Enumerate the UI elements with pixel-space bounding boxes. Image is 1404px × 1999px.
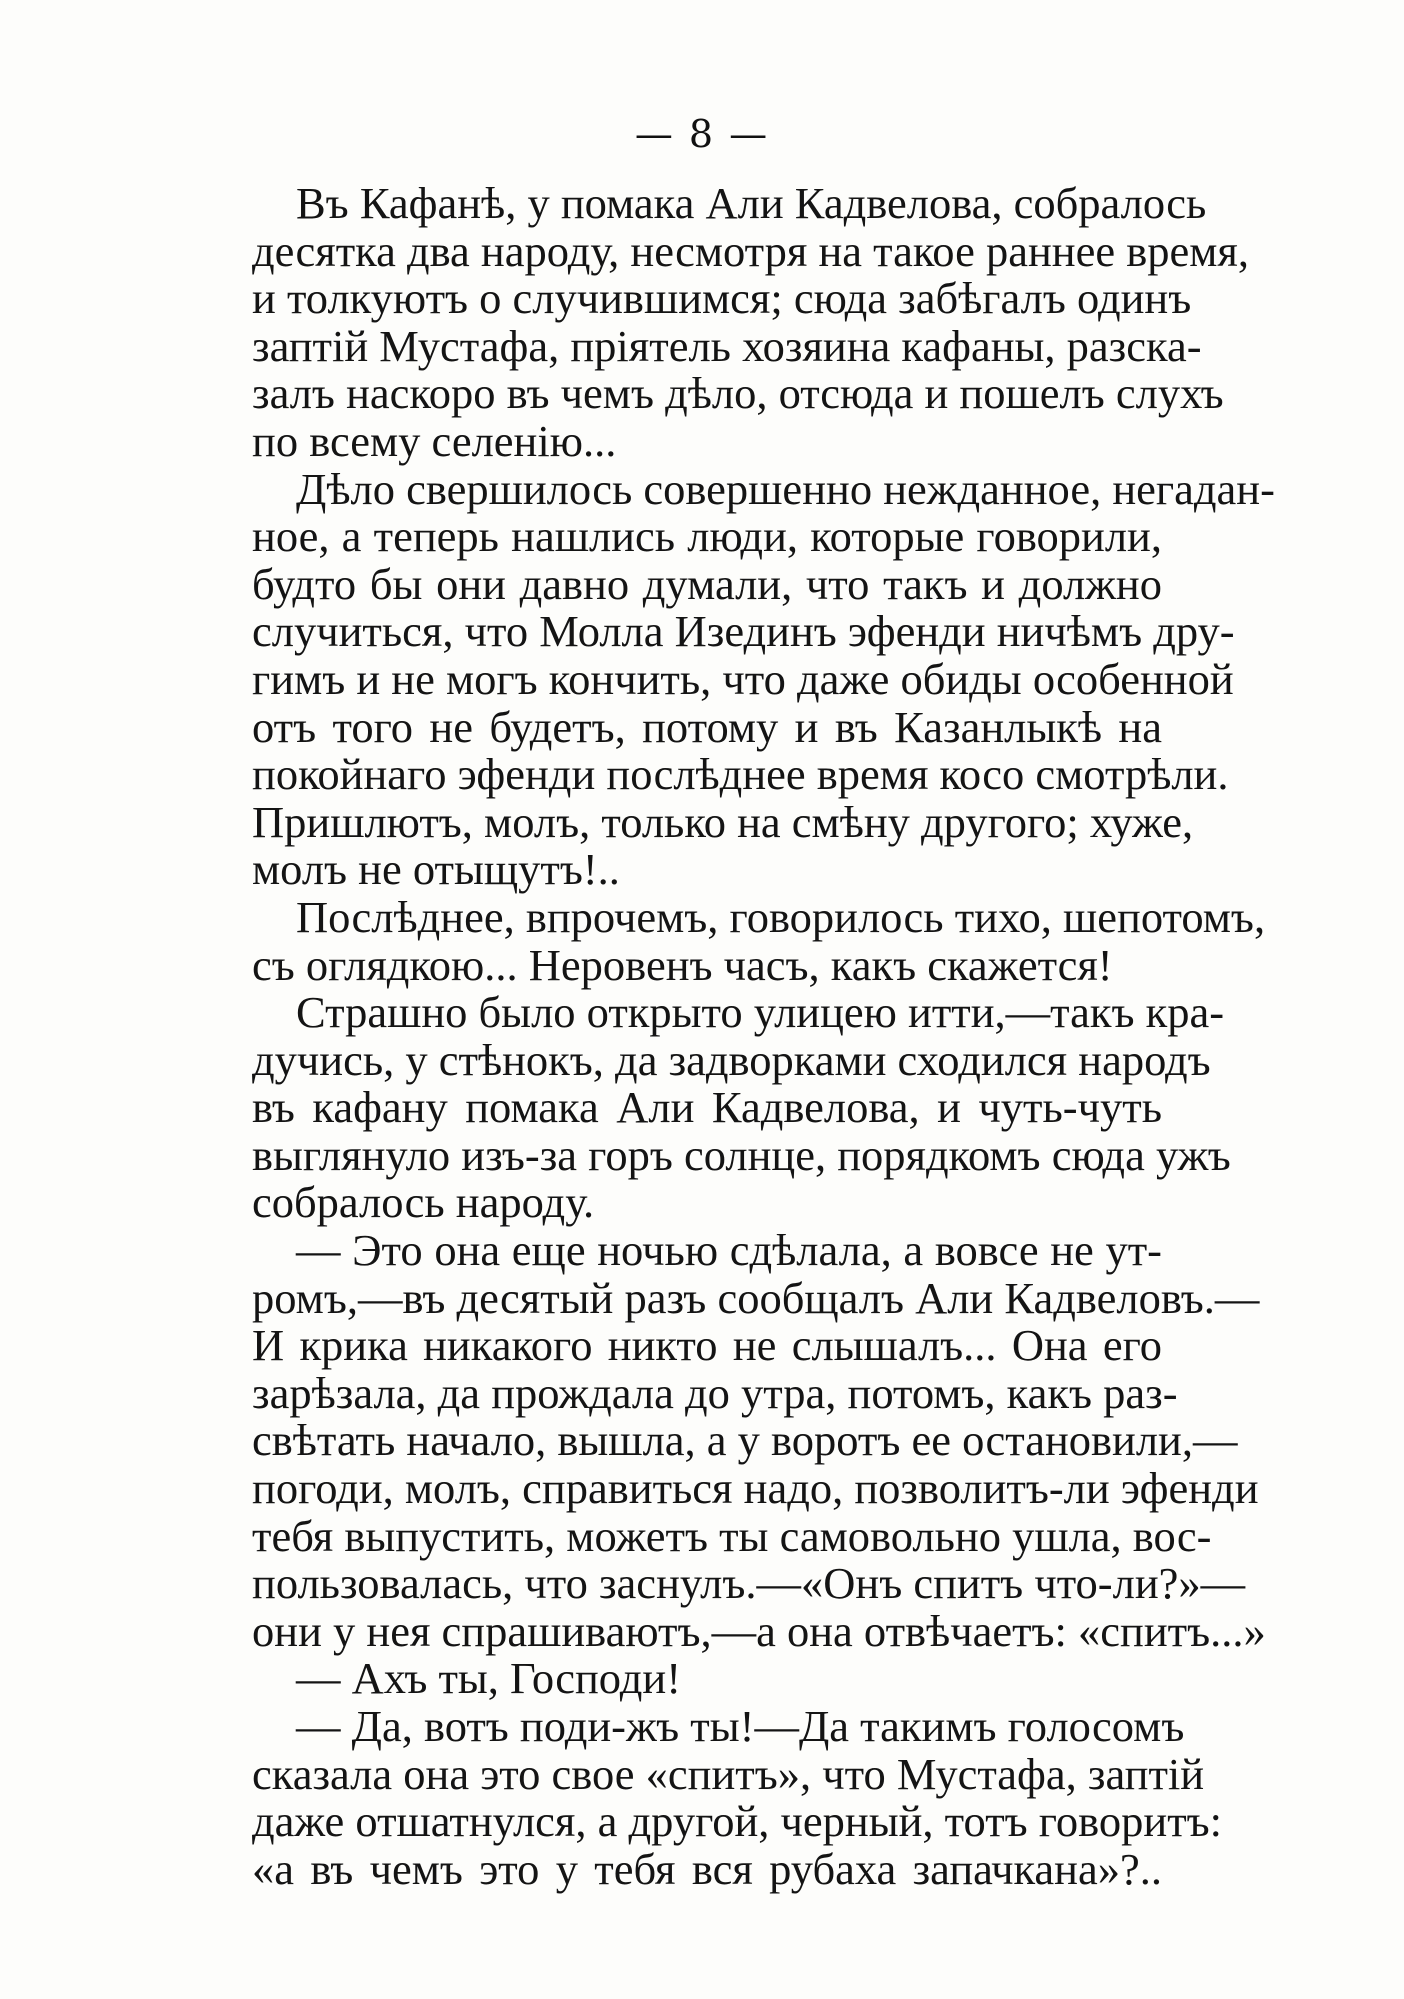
text-line: молъ не отыщутъ!.. <box>252 844 620 895</box>
text-line: покойнаго эфенди послѣднее время косо смотрѣли. <box>252 749 1229 800</box>
text-line: заптій Мустафа, пріятель хозяина кафаны, разска- <box>252 320 1202 371</box>
text-line: гимъ и не могъ кончить, что даже обиды особенной <box>252 653 1234 704</box>
text-line: отъ того не будетъ, потому и въ Казанлыкѣ на <box>252 701 1162 752</box>
text-line: даже отшатнулся, а другой, черный, тотъ говоритъ: <box>252 1796 1223 1847</box>
text-line: Въ Кафанѣ, у помака Али Кадвелова, собралось <box>296 178 1207 228</box>
text-line: по всему селенію... <box>252 415 617 466</box>
text-line: — Это она еще ночью сдѣлала, а вовсе не ут- <box>296 1225 1162 1276</box>
text-line: Пришлютъ, молъ, только на смѣну другого; хуже, <box>252 796 1194 847</box>
text-line: дучись, у стѣнокъ, да задворками сходился народъ <box>252 1034 1211 1085</box>
text-line: случиться, что Молла Изединъ эфенди ничѣмъ дру- <box>252 606 1235 657</box>
text-line: собралось народу. <box>252 1177 595 1228</box>
text-line: они у нея спрашиваютъ,—а она отвѣчаетъ: «спитъ...» <box>252 1605 1266 1656</box>
body-text <box>252 178 1275 1894</box>
text-line: залъ наскоро въ чемъ дѣло, отсюда и пошелъ слухъ <box>252 368 1224 419</box>
text-line: зарѣзала, да прождала до утра, потомъ, какъ раз- <box>252 1367 1178 1418</box>
text-line: тебя выпустить, можетъ ты самовольно ушла, вос- <box>252 1510 1212 1561</box>
text-line: свѣтать начало, вышла, а у воротъ ее остановили,— <box>252 1415 1238 1466</box>
text-line: погоди, молъ, справиться надо, позволитъ-ли эфенди <box>252 1463 1259 1514</box>
text-line: — Ахъ ты, Господи! <box>296 1653 682 1704</box>
text-line: съ оглядкою... Неровенъ часъ, какъ скажется! <box>252 939 1113 990</box>
text-line: пользовалась, что заснулъ.—«Онъ спитъ что-ли?»— <box>252 1558 1246 1609</box>
text-line: въ кафану помака Али Кадвелова, и чуть-чуть <box>252 1082 1162 1133</box>
text-line: Послѣднее, впрочемъ, говорилось тихо, шепотомъ, <box>296 891 1266 942</box>
text-line: ное, а теперь нашлись люди, которые говорили, <box>252 511 1162 562</box>
text-line: выглянуло изъ-за горъ солнце, порядкомъ сюда ужъ <box>252 1129 1231 1180</box>
page-number-header: — 8 — <box>634 112 770 156</box>
text-line: десятка два народу, несмотря на такое раннее время, <box>252 225 1249 276</box>
text-line: «а въ чемъ это у тебя вся рубаха запачкана»?.. <box>252 1843 1162 1894</box>
text-line: и толкуютъ о случившимся; сюда забѣгалъ одинъ <box>252 273 1192 324</box>
text-line: ромъ,—въ десятый разъ сообщалъ Али Кадвеловъ.— <box>252 1272 1260 1323</box>
text-line: будто бы они давно думали, что такъ и должно <box>252 558 1162 609</box>
text-line: — Да, вотъ поди-жъ ты!—Да такимъ голосомъ <box>296 1701 1185 1751</box>
text-line: Страшно было открыто улицею итти,—такъ кра- <box>296 987 1225 1038</box>
text-line: Дѣло свершилось совершенно нежданное, негадан- <box>296 463 1275 514</box>
text-line: И крика никакого никто не слышалъ... Она его <box>252 1320 1162 1371</box>
text-line: сказала она это свое «спитъ», что Мустафа, заптій <box>252 1748 1205 1799</box>
